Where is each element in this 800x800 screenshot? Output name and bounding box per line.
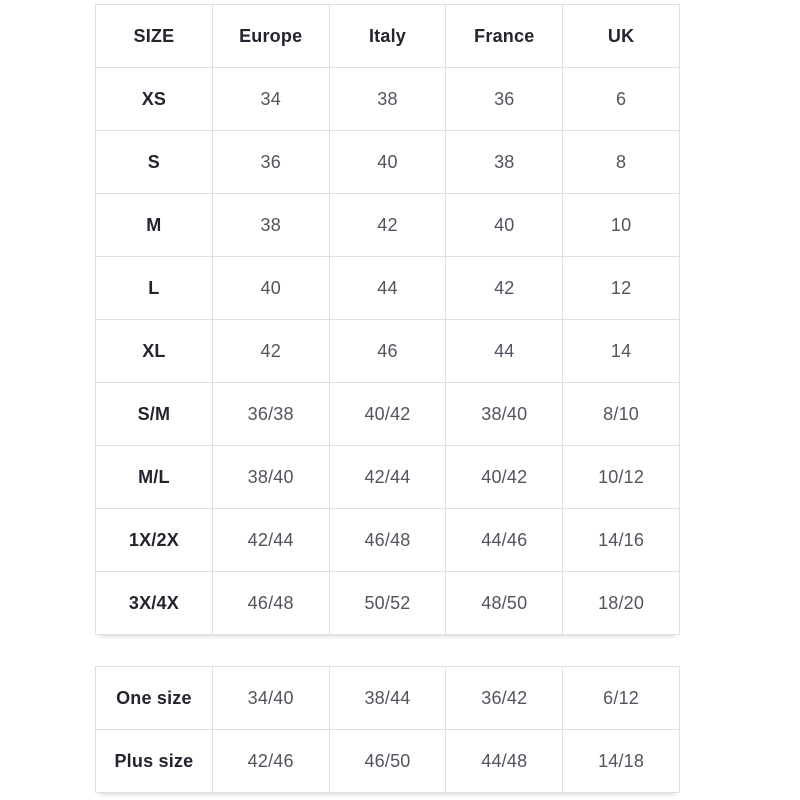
column-header-uk: UK	[563, 5, 680, 68]
data-cell: 42	[329, 194, 446, 257]
data-cell: 42/46	[212, 730, 329, 793]
table-row	[96, 383, 680, 446]
data-cell: 34	[212, 68, 329, 131]
data-cell: 42/44	[212, 509, 329, 572]
table-row	[96, 194, 680, 257]
data-cell: 10/12	[563, 446, 680, 509]
data-cell: 38/44	[329, 667, 446, 730]
table-row	[96, 572, 680, 635]
data-cell: 38	[212, 194, 329, 257]
data-cell: 8/10	[563, 383, 680, 446]
row-label-cell: 1X/2X	[96, 509, 213, 572]
table-row	[96, 131, 680, 194]
size-conversion-table	[95, 4, 680, 635]
data-cell: 40	[329, 131, 446, 194]
table-row	[96, 68, 680, 131]
table-header-row	[96, 5, 680, 68]
table-row	[96, 667, 680, 730]
data-cell: 40	[212, 257, 329, 320]
row-label-cell: XS	[96, 68, 213, 131]
data-cell: 46	[329, 320, 446, 383]
row-label-cell: Plus size	[96, 730, 213, 793]
row-label-cell: L	[96, 257, 213, 320]
column-header-europe: Europe	[212, 5, 329, 68]
table-row	[96, 730, 680, 793]
row-label-cell: XL	[96, 320, 213, 383]
data-cell: 40/42	[446, 446, 563, 509]
data-cell: 48/50	[446, 572, 563, 635]
data-cell: 14/18	[563, 730, 680, 793]
data-cell: 42	[212, 320, 329, 383]
data-cell: 14/16	[563, 509, 680, 572]
row-label-cell: S/M	[96, 383, 213, 446]
one-size-plus-size-table	[95, 666, 680, 793]
data-cell: 40/42	[329, 383, 446, 446]
data-cell: 42/44	[329, 446, 446, 509]
data-cell: 38/40	[212, 446, 329, 509]
data-cell: 6/12	[563, 667, 680, 730]
table-row	[96, 509, 680, 572]
column-header-france: France	[446, 5, 563, 68]
data-cell: 36/42	[446, 667, 563, 730]
column-header-size: SIZE	[96, 5, 213, 68]
data-cell: 44/48	[446, 730, 563, 793]
data-cell: 46/48	[212, 572, 329, 635]
row-label-cell: One size	[96, 667, 213, 730]
data-cell: 8	[563, 131, 680, 194]
data-cell: 14	[563, 320, 680, 383]
data-cell: 34/40	[212, 667, 329, 730]
data-cell: 46/48	[329, 509, 446, 572]
data-cell: 38	[446, 131, 563, 194]
data-cell: 44/46	[446, 509, 563, 572]
column-header-italy: Italy	[329, 5, 446, 68]
row-label-cell: 3X/4X	[96, 572, 213, 635]
table-row	[96, 320, 680, 383]
row-label-cell: M/L	[96, 446, 213, 509]
data-cell: 46/50	[329, 730, 446, 793]
data-cell: 36/38	[212, 383, 329, 446]
data-cell: 6	[563, 68, 680, 131]
table-row	[96, 257, 680, 320]
data-cell: 38	[329, 68, 446, 131]
data-cell: 12	[563, 257, 680, 320]
row-label-cell: S	[96, 131, 213, 194]
data-cell: 36	[446, 68, 563, 131]
data-cell: 44	[446, 320, 563, 383]
data-cell: 40	[446, 194, 563, 257]
data-cell: 50/52	[329, 572, 446, 635]
table-row	[96, 446, 680, 509]
data-cell: 38/40	[446, 383, 563, 446]
row-label-cell: M	[96, 194, 213, 257]
data-cell: 18/20	[563, 572, 680, 635]
data-cell: 36	[212, 131, 329, 194]
data-cell: 42	[446, 257, 563, 320]
data-cell: 10	[563, 194, 680, 257]
data-cell: 44	[329, 257, 446, 320]
